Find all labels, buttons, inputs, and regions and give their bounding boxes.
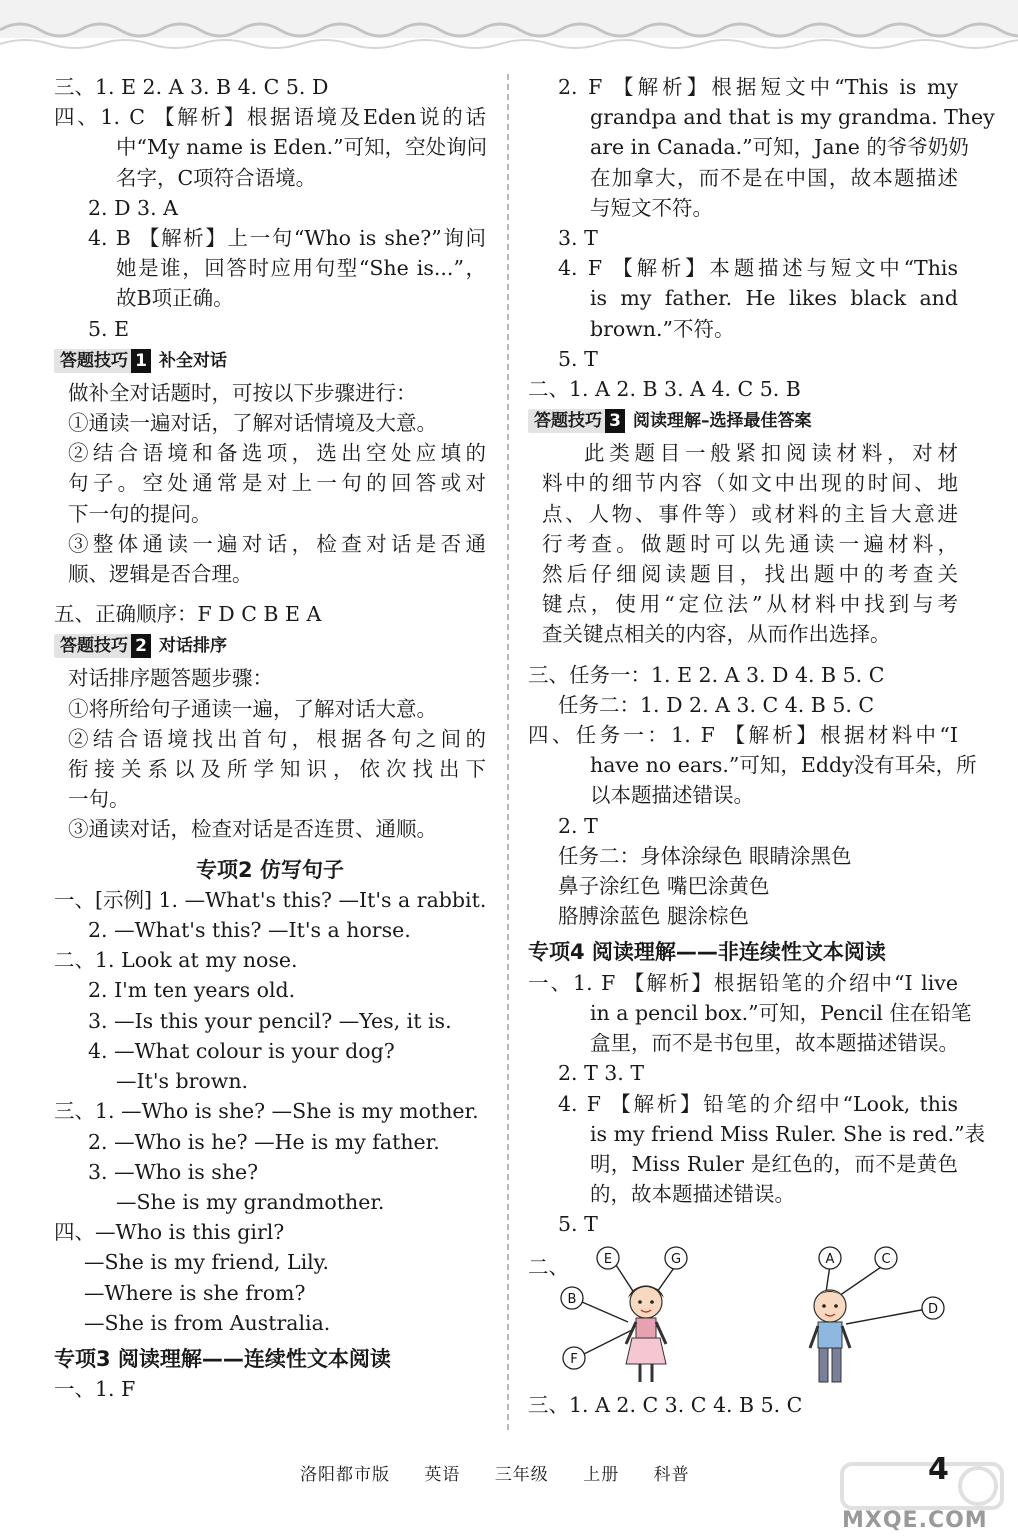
answer-line: 4. F 【解析】本题描述与短文中“This xyxy=(558,256,958,281)
right-column xyxy=(528,72,995,1420)
answer-line: 明，Miss Ruler 是红色的，而不是黄色 xyxy=(590,1151,958,1176)
answer-line: 与短文不符。 xyxy=(590,195,713,220)
tip-number: 1 xyxy=(131,349,151,373)
footer-volume: 上册 xyxy=(583,1465,620,1485)
footer-grade: 三年级 xyxy=(494,1465,549,1485)
answer-line: 以本题描述错误。 xyxy=(590,783,754,808)
answer-line: 3. —Is this your pencil? —Yes, it is. xyxy=(88,1008,452,1033)
answer-line: —She is my grandmother. xyxy=(116,1189,385,1214)
label-c: C xyxy=(881,1251,891,1267)
tip-title: 补全对话 xyxy=(159,350,227,371)
tip-line: 一句。 xyxy=(68,787,130,812)
answer-line: 3. —Who is she? xyxy=(88,1159,259,1184)
left-column xyxy=(54,72,486,1404)
footer-subject: 英语 xyxy=(424,1465,461,1485)
answer-line: 三、1. —Who is she? —She is my mother. xyxy=(54,1099,479,1124)
answer-line: are in Canada.”可知，Jane 的爷爷奶奶 xyxy=(590,135,969,160)
tip-line: 行考查。做题时可以先通读一遍材料， xyxy=(542,531,958,556)
answer-line: 4. —What colour is your dog? xyxy=(88,1038,395,1063)
tip-header-2 xyxy=(54,631,486,661)
tip-line: 对话排序题答题步骤： xyxy=(68,666,273,691)
answer-line: 她是谁，回答时应用句型“She is...”， xyxy=(116,256,486,281)
answer-line: 一、1. F 【解析】根据铅笔的介绍中“I live xyxy=(528,970,958,995)
answer-line: 故B项正确。 xyxy=(116,286,234,311)
tip-line: 料中的细节内容（如文中出现的时间、地 xyxy=(542,471,958,496)
tip-line: ③整体通读一遍对话，检查对话是否通 xyxy=(68,531,486,556)
labeling-figure xyxy=(528,1240,958,1390)
answer-line: 三、1. E 2. A 3. B 4. C 5. D xyxy=(54,75,329,99)
boy-figure xyxy=(810,1290,850,1382)
answer-line: 二、1. A 2. B 3. A 4. C 5. B xyxy=(528,377,801,402)
tip-line: 然后仔细阅读题目，找出题中的考查关 xyxy=(542,562,958,587)
footer-publisher: 科普 xyxy=(653,1465,690,1485)
answer-line: 五、正确顺序：F D C B E A xyxy=(54,602,322,627)
answer-line: have no ears.”可知，Eddy没有耳朵，所 xyxy=(590,753,977,778)
answer-line: 三、1. A 2. C 3. C 4. B 5. C xyxy=(528,1392,803,1417)
answer-line: 任务二：1. D 2. A 3. C 4. B 5. C xyxy=(558,692,875,717)
answer-line: 三、任务一：1. E 2. A 3. D 4. B 5. C xyxy=(528,662,885,687)
tip-number: 3 xyxy=(605,409,625,433)
answer-line: 2. T 3. T xyxy=(558,1061,645,1086)
answer-line: 盒里，而不是书包里，故本题描述错误。 xyxy=(590,1031,959,1056)
answer-line: brown.”不符。 xyxy=(590,316,735,341)
footer-edition: 洛阳都市版 xyxy=(300,1465,390,1485)
footer-info xyxy=(300,1460,718,1485)
answer-line: 2. T xyxy=(558,813,598,838)
answer-line: —Where is she from? xyxy=(84,1280,306,1305)
tip-number: 2 xyxy=(131,634,151,658)
answer-line: 5. E xyxy=(88,316,130,341)
label-f: F xyxy=(570,1351,578,1367)
answer-line: 胳膊涂蓝色 腿涂棕色 xyxy=(558,904,750,929)
answer-line: 鼻子涂红色 嘴巴涂黄色 xyxy=(558,874,770,899)
answer-line: 四、—Who is this girl? xyxy=(54,1220,285,1245)
tip-header-3 xyxy=(528,406,958,436)
tip-header-1 xyxy=(54,346,486,376)
label-d: D xyxy=(927,1301,939,1317)
tip-line: ②结合语境找出首句，根据各句之间的 xyxy=(68,726,486,751)
tip-label: 答题技巧 xyxy=(60,636,128,657)
answer-line: in a pencil box.”可知，Pencil 住在铅笔 xyxy=(590,1000,972,1025)
tip-line: 查关键点相关的内容，从而作出选择。 xyxy=(542,622,891,647)
section-title-3: 专项3 阅读理解——连续性文本阅读 xyxy=(54,1346,391,1371)
tip-line: ②结合语境和备选项，选出空处应填的 xyxy=(68,441,486,466)
answer-line: grandpa and that is my grandma. They xyxy=(590,105,995,130)
answer-line: 一、[示例] 1. —What's this? —It's a rabbit. xyxy=(54,887,487,912)
tip-line: 句子。空处通常是对上一句的回答或对 xyxy=(68,471,486,496)
tip-label: 答题技巧 xyxy=(60,350,128,371)
answer-line: 2. D 3. A xyxy=(88,195,178,220)
answer-line: —She is from Australia. xyxy=(84,1310,331,1335)
answer-line: 中“My name is Eden.”可知，空处询问 xyxy=(116,135,488,160)
tip-line: 下一句的提问。 xyxy=(68,501,212,526)
answer-line: 二、1. Look at my nose. xyxy=(54,948,298,973)
label-e: E xyxy=(603,1251,613,1267)
answer-line: 名字，C项符合语境。 xyxy=(116,165,317,190)
answer-line: is my friend Miss Ruler. She is red.”表 xyxy=(590,1121,986,1146)
answer-line: 2. F 【解析】根据短文中“This is my xyxy=(558,75,958,99)
answer-line: 2. —What's this? —It's a horse. xyxy=(88,918,411,943)
tip-line: 顺、逻辑是否合理。 xyxy=(68,562,253,587)
answer-line: 2. —Who is he? —He is my father. xyxy=(88,1129,440,1154)
answer-line: —It's brown. xyxy=(116,1069,249,1094)
section-title-2: 专项2 仿写句子 xyxy=(196,857,344,882)
tip-label: 答题技巧 xyxy=(534,411,602,432)
tip-title: 对话排序 xyxy=(159,636,227,657)
answer-line: 四、任务一：1. F 【解析】根据材料中“I xyxy=(528,723,958,748)
answer-line: 的，故本题描述错误。 xyxy=(590,1182,795,1207)
page-footer xyxy=(0,1452,1018,1536)
label-a: A xyxy=(825,1251,835,1267)
answer-line: 四、1. C 【解析】根据语境及Eden说的话 xyxy=(54,105,486,130)
page-number: 4 xyxy=(928,1452,949,1487)
answer-line: is my father. He likes black and xyxy=(590,286,958,311)
section-title-4: 专项4 阅读理解——非连续性文本阅读 xyxy=(528,940,886,965)
girl-figure xyxy=(626,1286,666,1382)
tip-line: ③通读对话，检查对话是否连贯、通顺。 xyxy=(68,817,437,842)
label-b: B xyxy=(567,1291,577,1307)
tip-line: 此类题目一般紧扣阅读材料，对材 xyxy=(584,441,958,466)
label-g: G xyxy=(670,1251,682,1267)
tip-line: 点、人物、事件等）或材料的主旨大意进 xyxy=(542,501,958,526)
answer-line: 4. B 【解析】上一句“Who is she?”询问 xyxy=(88,226,486,251)
tip-line: ①将所给句子通读一遍，了解对话大意。 xyxy=(68,696,437,721)
answer-line: 5. T xyxy=(558,346,598,371)
answer-line: 5. T xyxy=(558,1212,598,1237)
answer-line: 3. T xyxy=(558,226,598,251)
watermark-text: MXQE.COM xyxy=(842,1508,988,1533)
answer-line: 一、1. F xyxy=(54,1377,136,1402)
answer-line: 任务二：身体涂绿色 眼睛涂黑色 xyxy=(558,843,852,868)
tip-line: 键点，使用“定位法”从材料中找到与考 xyxy=(542,592,958,617)
answer-line: —She is my friend, Lily. xyxy=(84,1250,330,1275)
answer-line: 在加拿大，而不是在中国，故本题描述 xyxy=(590,165,958,190)
answer-line: 4. F 【解析】铅笔的介绍中“Look, this xyxy=(558,1091,958,1116)
girl-boy-diagram xyxy=(528,1240,958,1390)
tip-title: 阅读理解–选择最佳答案 xyxy=(633,411,812,432)
answer-line: 二、 xyxy=(528,1254,569,1279)
tip-line: 做补全对话题时，可按以下步骤进行： xyxy=(68,380,417,405)
tip-line: ①通读一遍对话，了解对话情境及大意。 xyxy=(68,411,437,436)
answer-line: 2. I'm ten years old. xyxy=(88,978,296,1003)
top-decorative-band xyxy=(0,0,1018,60)
column-divider xyxy=(507,74,509,1430)
tip-line: 衔接关系以及所学知识，依次找出下 xyxy=(68,757,486,782)
